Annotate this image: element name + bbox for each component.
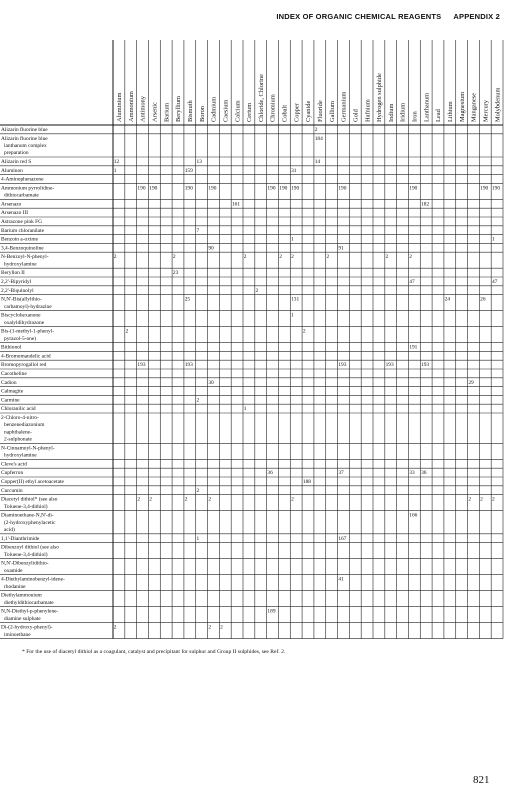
column-header: Beryllium [175,96,183,122]
table-cell-value: 2 [184,496,188,503]
table-cell-value: 193 [184,362,193,369]
table-cell-value: 2 [480,496,483,503]
row-label: rhodanine [4,583,26,590]
table-cell-value: 193 [137,362,146,369]
running-title: INDEX OF ORGANIC CHEMICAL REAGENTS [276,12,442,21]
table-cell-value: 190 [409,185,418,192]
table-cell-value: 2 [113,254,117,261]
column-header: Magnesium [458,91,466,122]
column-header: Gallium [328,101,336,122]
row-label: lanthanum complex [4,143,47,149]
row-label: Carmine [1,397,20,404]
row-label: Chloranilic acid [1,406,36,413]
row-label: Benzoin a-oxime [1,236,38,243]
row-label: Biscyclohexanone [1,312,41,319]
column-header: Boron [198,106,206,122]
row-label: 1,1'-Dianthrimide [1,535,40,542]
table-cell-value: 47 [409,279,415,285]
row-label: Di-(2-hydroxy-phenyl)- [1,624,53,631]
table-cell-value: 2 [196,397,200,404]
table-cell-value: 190 [480,185,489,192]
row-label: Copper(II) ethyl acetoacetate [1,479,64,485]
row-label: Bromopyrogallol red [1,362,47,369]
column-header: Ammonium [127,91,135,122]
table-cell-value: 190 [291,185,300,192]
row-label: naphthalene- [4,429,32,436]
table-cell-value: 2 [302,328,306,335]
row-label: Barium chloranilate [1,227,44,234]
row-label: carbamoyl)-hydrazine [4,303,52,310]
table-cell-value: 159 [184,167,193,174]
table-cell-value: 2 [291,496,294,503]
row-label: Cacotheline [1,371,27,377]
row-label: Alizarin red S [1,159,32,165]
row-label: Arsenazo III [1,210,29,217]
column-header: Chromium [269,94,277,122]
table-cell-value: 2 [208,496,212,503]
column-header: Copper [293,103,301,122]
column-header: Lanthanum [423,92,431,122]
table-cell-value: 2 [279,254,282,261]
table-cell-value: 2 [172,254,176,261]
column-header: Cobalt [281,104,289,122]
table-cell-value: 91 [338,245,344,252]
row-label: Toluene-3,4-dithiol) [4,551,48,558]
row-label: diamine sulphate [4,615,41,622]
row-label: oxalyldihydrazone [4,319,45,326]
column-header: Hydrogen sulphide [376,73,384,122]
table-cell-value: 47 [491,279,498,285]
row-label: preparation [4,150,29,157]
table-cell-value: 2 [125,328,129,335]
table-cell-value: 2 [385,254,389,261]
table-cell-value: 2 [468,496,472,503]
table-cell-value: 193 [385,362,394,369]
table-cell-value: 190 [184,185,193,192]
table-cell-value: 1 [113,167,117,174]
table-cell-value: 37 [338,470,344,477]
table-cell-value: 2 [113,624,117,631]
row-label: N,N'-Dibenzylidithio- [1,560,49,567]
table-cell-value: 36 [267,470,273,477]
row-label: hydroxylamine [4,261,37,268]
row-label: Ammonium pyrrolidine- [1,185,55,192]
column-header: Chloride, Chlorine [257,74,265,122]
table-cell-value: 1 [196,535,200,542]
table-cell-value: 90 [208,245,214,252]
table-cell-value: 166 [409,512,418,519]
table-cell-value: 2 [491,496,495,503]
table-cell-value: 193 [421,362,430,369]
table-cell-value: 167 [338,535,347,542]
row-label: Arsenazo [1,201,22,208]
row-label: 4-Bromomandelic acid [1,353,51,360]
table-cell-value: 23 [172,270,179,277]
row-label: (2-hydroxyphenylacetic [4,519,56,526]
table-cell-value: 1 [291,236,294,243]
table-cell-value: 131 [291,296,300,303]
row-label: iminoethane [4,631,31,638]
row-label: Curcumin [1,487,23,494]
table-cell-value: 161 [231,201,241,208]
table-cell-value: 41 [338,576,344,583]
column-header: Lithium [447,101,455,122]
table-cell-value: 2 [409,254,412,261]
column-header: Hafnium [364,99,372,122]
table-cell-value: 182 [421,201,430,208]
table-cell-value: 2 [314,127,318,133]
row-label: oxamide [4,567,23,574]
table-cell-value: 190 [137,185,146,192]
table-cell-value: 190 [338,185,347,192]
row-label: Calmagite [1,388,24,395]
column-header: Antimony [139,96,147,122]
table-cell-value: 2 [208,624,212,631]
row-label: 4-Diethylaminobenzyl-idene- [1,576,65,583]
column-header: Aluminium [116,92,124,122]
table-cell-value: 193 [338,362,347,369]
row-label: Astrazone pink FG [1,219,43,225]
table-cell-value: 12 [113,159,120,165]
column-header: Molybdenum [494,87,502,122]
table-cell-value: 30 [208,379,214,386]
column-header: Mercury [482,99,490,122]
row-label: Diaminoethane-N,N'-di- [1,512,54,519]
table-cell-value: 2 [291,254,294,261]
table-cell-value: 2 [326,254,330,261]
table-cells [114,127,501,631]
column-header: Iridium [399,102,407,122]
table-cell-value: 190 [491,185,501,192]
column-header: Caesium [222,99,230,122]
row-label: 2,2'-Biquinolyl [1,287,34,294]
row-label: Cupferron [1,470,24,477]
table-cell-value: 29 [468,379,474,386]
page-number: 821 [473,774,490,786]
row-label: benzenediazonium [4,422,45,429]
column-header: Barium [163,102,171,122]
table-cell-value: 2 [243,254,247,261]
table-cell-value: 33 [409,470,415,477]
row-label: dithiocarbamate [4,192,39,199]
row-label: Bis-(1-methyl-1-phenyl- [1,328,54,335]
column-header: Calcium [234,100,242,122]
table-cell-value: 2 [149,496,152,503]
row-label: Bithionol [1,344,22,351]
column-header: Arsenic [151,102,159,122]
row-labels [1,126,65,638]
footnote: * For the use of diacetyl dithiol as a coagulant, catalyst and precipitant for sulphur and Group II sulphides, see Ref. 2. [22,648,286,655]
column-header: Cyanide [305,100,313,122]
table-cell-value: 190 [208,185,217,192]
column-header: Iron [411,111,419,122]
row-label: Diethylammonium [1,592,42,599]
row-label: 2-Chloro-4-nitro- [1,415,39,421]
column-header: Fluoride [317,100,325,122]
row-label: 2,2'-Bipyridyl [1,279,32,285]
column-header: Gold [352,109,360,122]
column-header: Lead [435,109,443,122]
row-label: N-Cinnamoyl-N-phenyl- [1,445,55,452]
table-cell-value: 190 [149,185,158,192]
row-label: N-Benzoyl-N-phenyl- [1,254,49,261]
row-label: diethyldithiocarbamate [4,599,54,606]
table-grid [0,40,503,639]
table-cell-value: 2 [255,287,259,294]
row-label: acid) [4,527,15,533]
row-label: Cleve's acid [1,461,27,468]
table-cell-value: 188 [302,479,311,485]
column-header: Germanium [340,91,348,122]
table-cell-value: 36 [421,470,427,477]
table-cell-value: 191 [409,344,418,351]
table-cell-value: 1 [491,236,495,243]
column-header: Bismuth [187,100,195,122]
table-cell-value: 184 [314,135,323,142]
column-header: Indium [387,103,395,122]
row-label: 4-Aminophenazone [1,176,44,183]
column-header: Cadmium [210,96,218,122]
table-cell-value: 1 [243,406,247,413]
table-cell-value: 189 [267,608,276,615]
row-label: N,N'-Bis(allylthio- [1,296,42,303]
row-label: N,N-Diethyl-p-phenylene- [1,608,59,615]
table-cell-value: 2 [220,624,223,631]
row-label: Alizarin fluorine blue [1,135,48,142]
row-label: Alizarin fluorine blue [1,127,48,133]
row-label: Dibenzoyl dithiol (see also [1,544,59,551]
table-cell-value: 7 [196,227,200,234]
column-headers [116,73,501,122]
appendix-label: APPENDIX 2 [453,12,500,21]
table-cell-value: 2 [137,496,141,503]
table-cell-value: 1 [291,312,294,319]
row-label: Beryllon II [1,270,25,277]
row-label: 2-sulphonate [4,436,32,443]
column-header: Cerium [246,102,254,122]
row-label: pyrazol-5-one) [4,335,37,342]
row-label: Toluene-3,4-dithiol) [4,503,48,510]
table-cell-value: 24 [444,296,451,303]
row-label: Diacetyl dithiol* (see also [1,496,58,503]
table-cell-value: 190 [279,185,288,192]
table-cell-value: 31 [291,167,297,174]
row-label: Cadion [1,379,17,386]
table-cell-value: 25 [184,296,191,303]
row-label: 3,4-Benzoquinoline [1,245,44,252]
table-cell-value: 13 [196,159,202,165]
table-cell-value: 14 [314,159,321,165]
table-cell-value: 2 [196,487,200,494]
table-cell-value: 26 [480,296,486,303]
column-header: Manganese [470,92,478,122]
table-cell-value: 190 [267,185,276,192]
row-label: hydroxylamine [4,452,37,459]
row-label: Aluminon [1,167,23,174]
